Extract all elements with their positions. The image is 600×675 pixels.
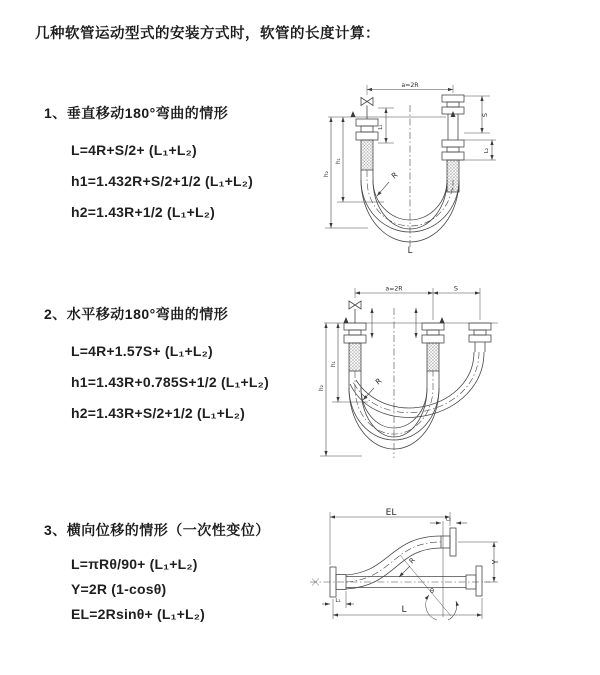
valve-icon — [349, 301, 361, 309]
diagram-lateral-displacement — [298, 503, 600, 645]
case-3-formulas — [71, 551, 324, 626]
case-1-heading: 1、垂直移动180°弯曲的情形 — [44, 105, 229, 121]
formula-length: L=4R+1.57S+ (L₁+L₂) — [71, 342, 213, 359]
case-3-heading: 3、横向位移的情形（一次性变位） — [44, 522, 270, 538]
dim-label-l1: L₁ — [378, 124, 384, 130]
dim-label-el: EL — [385, 508, 397, 518]
braided-hose-section — [427, 343, 439, 371]
case-2 — [44, 304, 324, 428]
formula-length: L=πRθ/90+ (L₁+L₂) — [71, 555, 198, 572]
formula-h2: h2=1.43R+S/2+1/2 (L₁+L₂) — [71, 404, 246, 421]
case-1-formulas — [71, 134, 324, 227]
formula-y: Y=2R (1-cosθ) — [71, 580, 167, 597]
dim-label-l: L — [401, 605, 407, 615]
braided-hose-section — [447, 160, 459, 192]
case-1 — [44, 103, 324, 227]
formula-length: L=4R+S/2+ (L₁+L₂) — [71, 141, 197, 158]
braided-hose-section — [349, 343, 361, 371]
braided-hose-section — [361, 140, 373, 170]
page-title: 几种软管运动型式的安装方式时，软管的长度计算： — [35, 26, 380, 42]
formula-h1: h1=1.432R+S/2+1/2 (L₁+L₂) — [71, 172, 253, 189]
diagram-vertical-180 — [310, 75, 600, 255]
radius-label: R — [389, 170, 400, 181]
formula-h1: h1=1.43R+0.785S+1/2 (L₁+L₂) — [71, 373, 269, 390]
dim-label-s: S — [481, 112, 489, 118]
dim-label-s: S — [453, 284, 459, 293]
valve-icon — [361, 98, 373, 106]
case-2-formulas — [71, 335, 324, 428]
dim-label-h1: h₁ — [331, 361, 337, 367]
dim-label-l2: L₂ — [445, 516, 452, 523]
dim-label-l2: L₂ — [484, 147, 490, 154]
dim-label-l1: L₁ — [335, 598, 341, 604]
dim-label-span: a=2R — [401, 82, 419, 89]
angle-label: θ — [430, 587, 434, 595]
case-3 — [44, 520, 324, 626]
dim-label-h1: h₁ — [336, 158, 342, 164]
dim-label-span: a=2R — [385, 285, 403, 293]
dim-label-h2: h₂ — [324, 171, 330, 177]
radius-label: R — [407, 556, 417, 566]
radius-label: R — [373, 376, 384, 387]
dim-label-y: Y — [491, 559, 500, 565]
dim-label-h2: h₂ — [319, 385, 325, 391]
diagram-horizontal-180 — [308, 280, 600, 477]
length-label: L — [407, 246, 413, 255]
formula-el: EL=2Rsinθ+ (L₁+L₂) — [71, 605, 206, 622]
case-2-heading: 2、水平移动180°弯曲的情形 — [44, 306, 229, 322]
formula-h2: h2=1.43R+1/2 (L₁+L₂) — [71, 203, 216, 220]
